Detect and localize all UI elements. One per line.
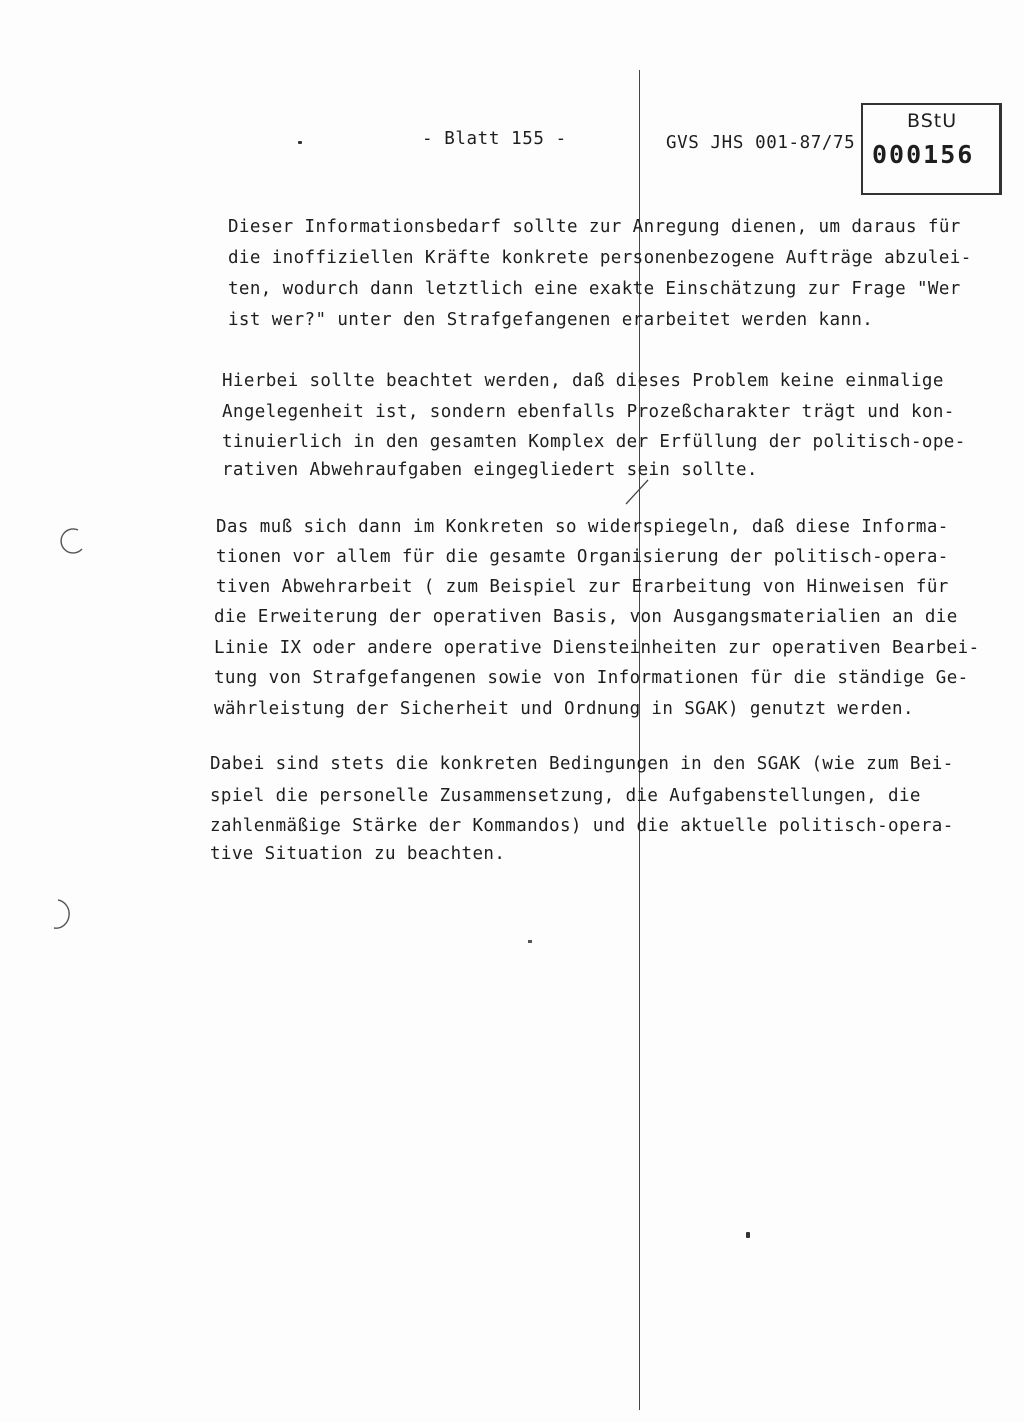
text-line: tung von Strafgefangenen sowie von Informationen für die ständige Ge- bbox=[214, 668, 969, 688]
text-line: spiel die personelle Zusammensetzung, die Aufgabenstellungen, die bbox=[210, 786, 921, 806]
text-line: Dabei sind stets die konkreten Bedingungen in den SGAK (wie zum Bei- bbox=[210, 754, 954, 774]
text-line: Angelegenheit ist, sondern ebenfalls Prozeßcharakter trägt und kon- bbox=[222, 402, 955, 422]
text-line: tive Situation zu beachten. bbox=[210, 844, 506, 864]
punch-hole-icon bbox=[56, 525, 90, 563]
ink-speck bbox=[528, 940, 532, 943]
text-line: Das muß sich dann im Konkreten so widerspiegeln, daß diese Informa- bbox=[216, 517, 949, 537]
text-line: zahlenmäßige Stärke der Kommandos) und die aktuelle politisch-opera- bbox=[210, 816, 954, 836]
punch-hole-icon bbox=[44, 895, 78, 939]
text-line: tionen vor allem für die gesamte Organisierung der politisch-opera- bbox=[216, 547, 949, 567]
text-line: Linie IX oder andere operative Diensteinheiten zur operativen Bearbei- bbox=[214, 638, 980, 658]
text-line: tinuierlich in den gesamten Komplex der Erfüllung der politisch-ope- bbox=[222, 432, 966, 452]
text-line: die inoffiziellen Kräfte konkrete personenbezogene Aufträge abzulei- bbox=[228, 248, 972, 268]
stamp-label: BStU bbox=[907, 110, 958, 132]
document-reference: GVS JHS 001-87/75 bbox=[666, 133, 856, 153]
text-line: tiven Abwehrarbeit ( zum Beispiel zur Erarbeitung von Hinweisen für bbox=[216, 577, 949, 597]
ink-speck bbox=[746, 1232, 750, 1238]
sheet-number: - Blatt 155 - bbox=[422, 129, 567, 149]
text-line: ten, wodurch dann letztlich eine exakte Einschätzung zur Frage "Wer bbox=[228, 279, 961, 299]
stamp-number: 000156 bbox=[872, 140, 975, 169]
text-line: Dieser Informationsbedarf sollte zur Anregung dienen, um daraus für bbox=[228, 217, 961, 237]
text-line: währleistung der Sicherheit und Ordnung in SGAK) genutzt werden. bbox=[214, 699, 914, 719]
pen-stroke bbox=[622, 478, 652, 512]
text-line: rativen Abwehraufgaben eingegliedert sein sollte. bbox=[222, 460, 758, 480]
text-line: die Erweiterung der operativen Basis, von Ausgangsmaterialien an die bbox=[214, 607, 958, 627]
fold-line bbox=[639, 70, 640, 1410]
text-line: ist wer?" unter den Strafgefangenen erarbeitet werden kann. bbox=[228, 310, 874, 330]
text-line: Hierbei sollte beachtet werden, daß dieses Problem keine einmalige bbox=[222, 371, 944, 391]
ink-speck bbox=[298, 141, 302, 144]
